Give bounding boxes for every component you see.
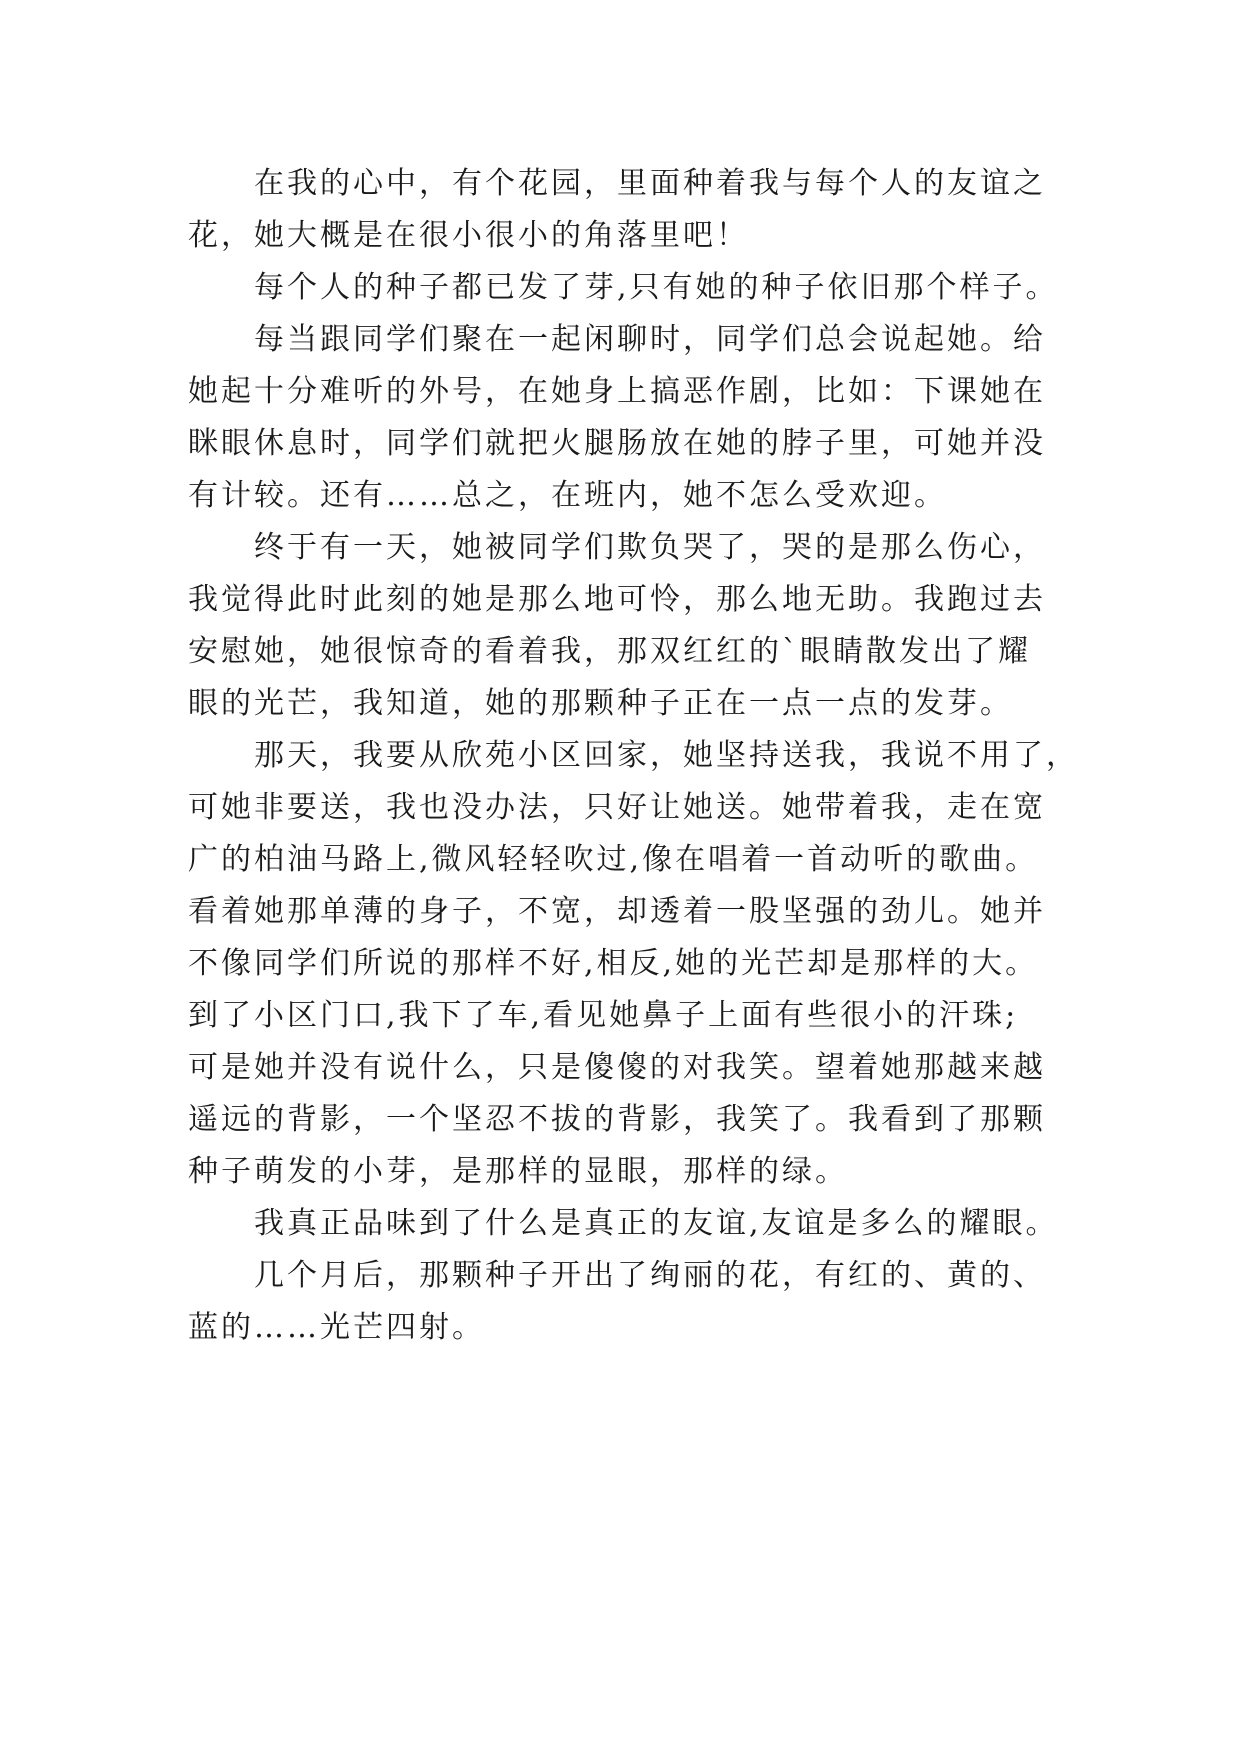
text-line: 眼的光芒，我知道，她的那颗种子正在一点一点的发芽。 (188, 686, 1013, 721)
text-line: 不像同学们所说的那样不好,相反,她的光芒却是那样的大。 (188, 946, 1039, 981)
text-line: 遥远的背影，一个坚忍不拔的背影，我笑了。我看到了那颗 (188, 1102, 1046, 1137)
text-line: 安慰她，她很惊奇的看着我，那双红红的`眼睛散发出了耀 (188, 634, 1031, 669)
text-line: 每个人的种子都已发了芽,只有她的种子依旧那个样子。 (254, 270, 1059, 305)
text-line: 那天，我要从欣苑小区回家，她坚持送我，我说不用了， (254, 738, 1079, 773)
text-line: 可她非要送，我也没办法，只好让她送。她带着我，走在宽 (188, 790, 1046, 825)
text-line: 我真正品味到了什么是真正的友谊,友谊是多么的耀眼。 (254, 1206, 1059, 1241)
text-line: 有计较。还有……总之，在班内，她不怎么受欢迎。 (188, 478, 947, 513)
text-line: 终于有一天，她被同学们欺负哭了，哭的是那么伤心， (254, 530, 1046, 565)
text-line: 在我的心中，有个花园，里面种着我与每个人的友谊之 (254, 166, 1046, 201)
text-line: 眯眼休息时，同学们就把火腿肠放在她的脖子里，可她并没 (188, 426, 1046, 461)
text-line: 她起十分难听的外号，在她身上搞恶作剧，比如：下课她在 (188, 374, 1046, 409)
text-line: 蓝的……光芒四射。 (188, 1310, 485, 1345)
text-line: 到了小区门口,我下了车,看见她鼻子上面有些很小的汗珠; (188, 998, 1019, 1033)
text-line: 我觉得此时此刻的她是那么地可怜，那么地无助。我跑过去 (188, 582, 1046, 617)
text-line: 每当跟同学们聚在一起闲聊时，同学们总会说起她。给 (254, 322, 1046, 357)
text-line: 看着她那单薄的身子，不宽，却透着一股坚强的劲儿。她并 (188, 894, 1046, 929)
text-line: 可是她并没有说什么，只是傻傻的对我笑。望着她那越来越 (188, 1050, 1046, 1085)
text-line: 广的柏油马路上,微风轻轻吹过,像在唱着一首动听的歌曲。 (188, 842, 1039, 877)
essay-body (188, 158, 1078, 1354)
text-line: 花，她大概是在很小很小的角落里吧！ (188, 218, 749, 253)
text-line: 种子萌发的小芽，是那样的显眼，那样的绿。 (188, 1154, 848, 1189)
text-line: 几个月后，那颗种子开出了绚丽的花，有红的、黄的、 (254, 1258, 1046, 1293)
